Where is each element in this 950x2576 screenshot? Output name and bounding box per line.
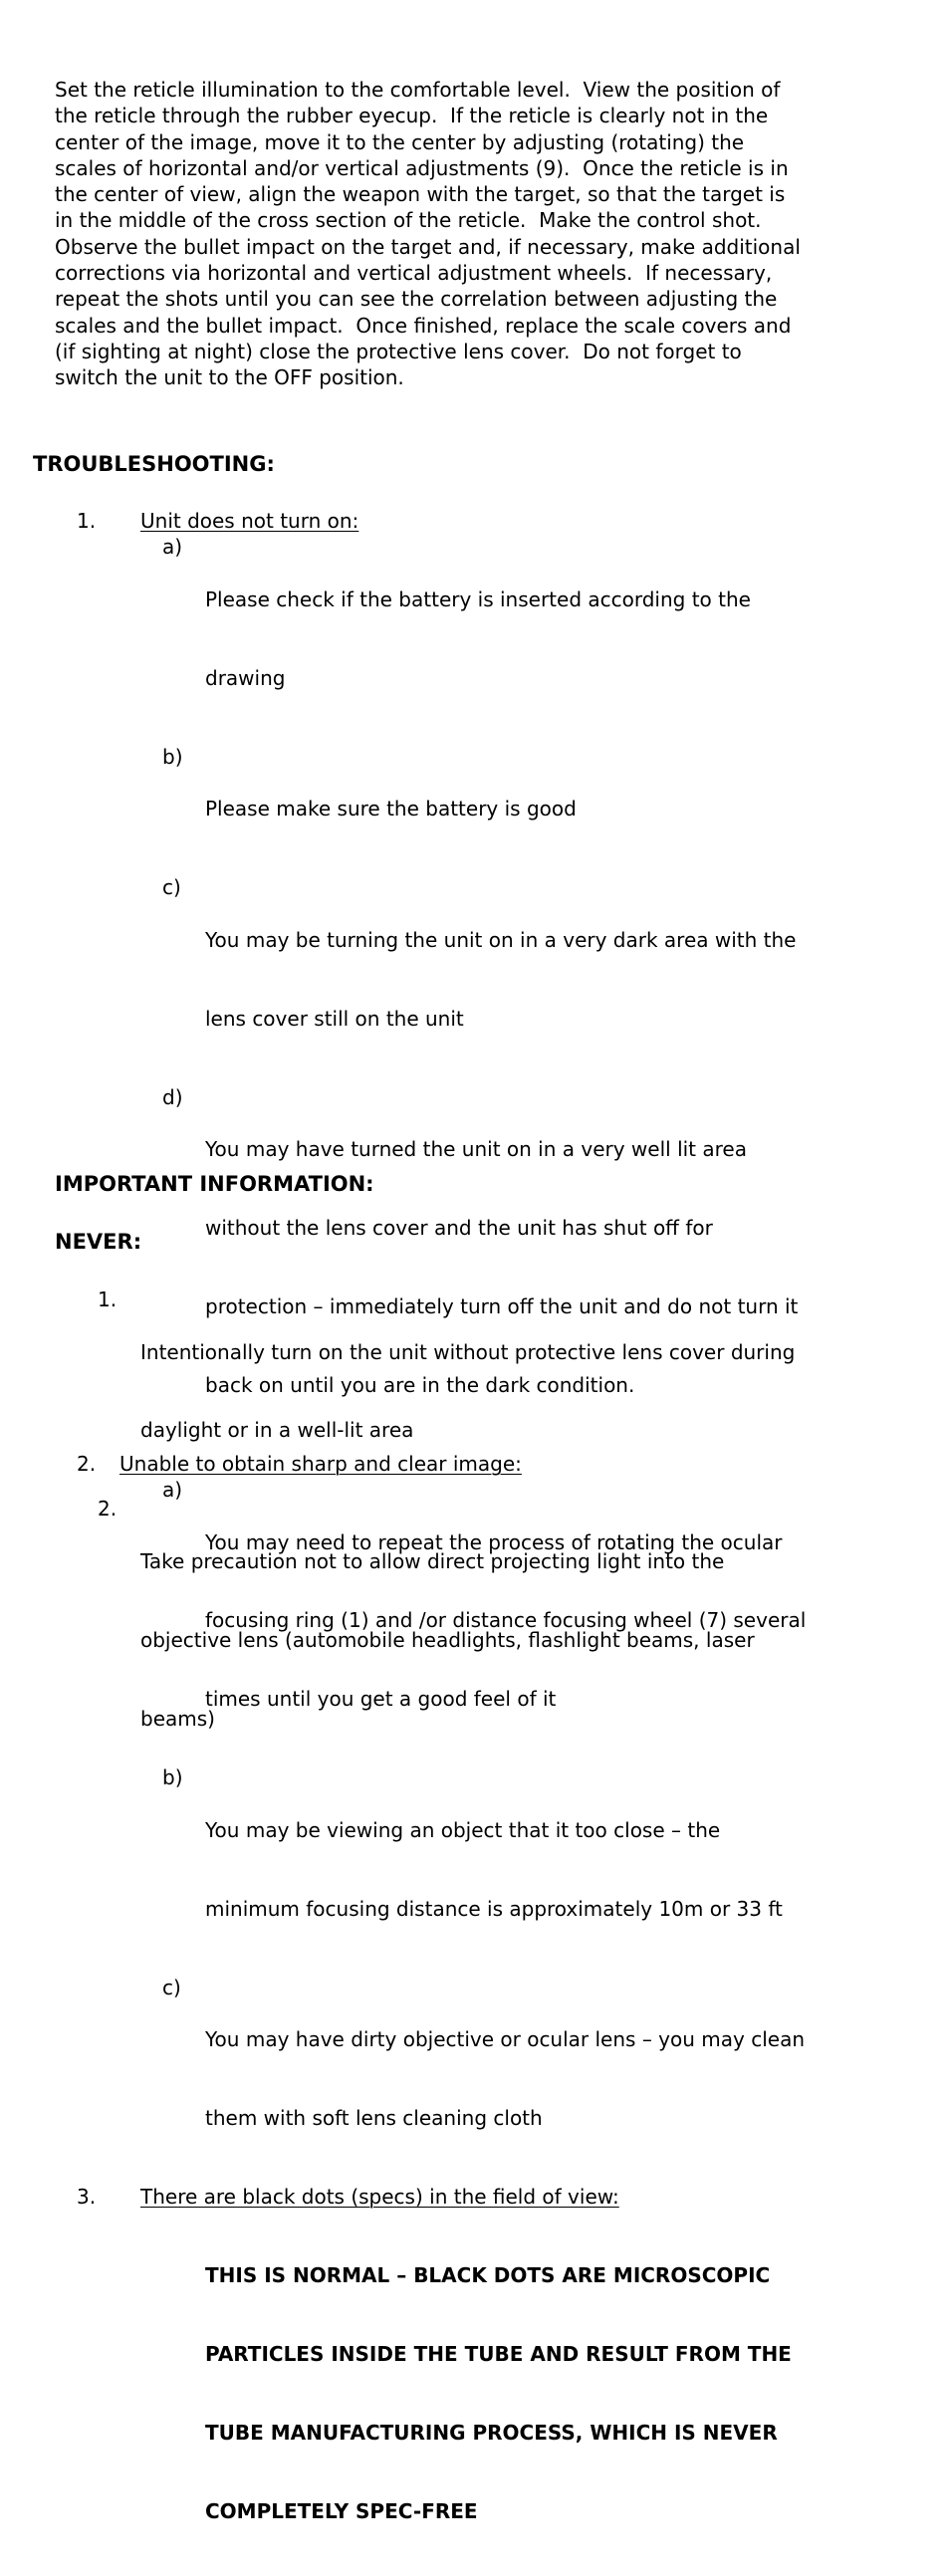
item-title: Unable to obtain sharp and clear image: <box>119 1451 522 1476</box>
note-line: PARTICLES INSIDE THE TUBE AND RESULT FROM THE <box>205 2341 792 2366</box>
never-item-line: Intentionally turn on the unit without protective lens cover during <box>140 1339 796 1364</box>
never-heading: NEVER: <box>55 1230 142 1254</box>
intro-line: repeat the shots until you can see the correlation between adjusting the <box>55 287 778 312</box>
sub-item-line: protection – immediately turn off the unit and do not turn it <box>205 1293 799 1318</box>
sub-item-line: times until you get a good feel of it <box>205 1687 557 1712</box>
sub-item <box>0 534 950 743</box>
intro-paragraph <box>55 77 881 391</box>
note-line: TUBE MANUFACTURING PROCESS, WHICH IS NEVER <box>205 2420 778 2445</box>
important-information-heading: IMPORTANT INFORMATION: <box>55 1172 374 1196</box>
never-item <box>0 1496 950 1783</box>
sub-item-line: Please make sure the battery is good <box>205 797 577 821</box>
never-item-line: beams) <box>140 1706 215 1731</box>
item-number: 1. <box>77 509 97 533</box>
intro-line: scales of horizontal and/or vertical adjustments (9). Once the reticle is in <box>55 155 789 180</box>
sub-item-line: drawing <box>205 665 286 690</box>
sub-item-letter: b) <box>162 1765 183 1790</box>
sub-item-line: lens cover still on the unit <box>205 1006 464 1031</box>
sub-item-line: You may have turned the unit on in a very well lit area <box>205 1137 747 1162</box>
intro-line: center of the image, move it to the center by adjusting (rotating) the <box>55 129 745 154</box>
black-dots-note <box>205 2210 950 2576</box>
sub-item-letter: b) <box>162 744 183 769</box>
intro-line: corrections via horizontal and vertical adjustment wheels. If necessary, <box>55 261 773 286</box>
intro-line: the reticle through the rubber eyecup. If the reticle is clearly not in the <box>55 104 769 128</box>
item-number: 3. <box>77 2185 97 2209</box>
intro-line: Observe the bullet impact on the target and, if necessary, make additional <box>55 234 801 259</box>
intro-line: Set the reticle illumination to the comfortable level. View the position of <box>55 78 781 102</box>
sub-item-line: You may be turning the unit on in a very dark area with the <box>205 927 797 952</box>
troubleshooting-heading: TROUBLESHOOTING: <box>33 452 275 476</box>
sub-item-line: minimum focusing distance is approximately 10m or 33 ft <box>205 1896 783 1921</box>
sub-item-letter: c) <box>162 1975 181 1999</box>
sub-item-letter: a) <box>162 1477 183 1502</box>
never-item-number: 1. <box>98 1288 118 1311</box>
never-item <box>0 1287 950 1496</box>
troubleshooting-item <box>0 2184 950 2210</box>
sub-item-line: back on until you are in the dark condition. <box>205 1372 635 1397</box>
intro-line: in the middle of the cross section of the reticle. Make the control shot. <box>55 208 762 233</box>
intro-line: the center of view, align the weapon with the target, so that the target is <box>55 182 786 207</box>
sub-item-line: You may have dirty objective or ocular lens – you may clean <box>205 2027 806 2052</box>
sub-item-line: Please check if the battery is inserted according to the <box>205 586 751 611</box>
sub-item <box>0 874 950 1083</box>
never-item-line: Take precaution not to allow direct projecting light into the <box>140 1548 725 1573</box>
item-number: 2. <box>77 1451 97 1476</box>
sub-item <box>0 1764 950 1974</box>
intro-line: (if sighting at night) close the protective lens cover. Do not forget to <box>55 339 742 363</box>
sub-item-letter: a) <box>162 535 183 560</box>
sub-item-line: without the lens cover and the unit has shut off for <box>205 1216 713 1241</box>
sub-item <box>0 744 950 874</box>
intro-line: scales and the bullet impact. Once finished, replace the scale covers and <box>55 313 792 338</box>
never-item-number: 2. <box>98 1497 118 1522</box>
sub-item-line: them with soft lens cleaning cloth <box>205 2106 543 2131</box>
item-title: Unit does not turn on: <box>140 509 359 533</box>
troubleshooting-item <box>0 508 950 534</box>
note-line: COMPLETELY SPEC-FREE <box>205 2498 478 2523</box>
sub-item <box>0 1975 950 2184</box>
sub-item-line: focusing ring (1) and /or distance focusing wheel (7) several <box>205 1608 807 1633</box>
never-item-line: daylight or in a well-lit area <box>140 1418 414 1443</box>
never-item-line: objective lens (automobile headlights, flashlight beams, laser <box>140 1627 755 1652</box>
never-list <box>0 1287 950 1784</box>
item-title: There are black dots (specs) in the field of view: <box>140 2185 619 2209</box>
sub-item-line: You may need to repeat the process of rotating the ocular <box>205 1529 783 1554</box>
note-line: THIS IS NORMAL – BLACK DOTS ARE MICROSCOPIC <box>205 2262 771 2287</box>
sub-item-letter: d) <box>162 1084 183 1109</box>
sub-item-letter: c) <box>162 875 181 900</box>
intro-line: switch the unit to the OFF position. <box>55 365 404 390</box>
sub-item-line: You may be viewing an object that it too close – the <box>205 1817 721 1842</box>
